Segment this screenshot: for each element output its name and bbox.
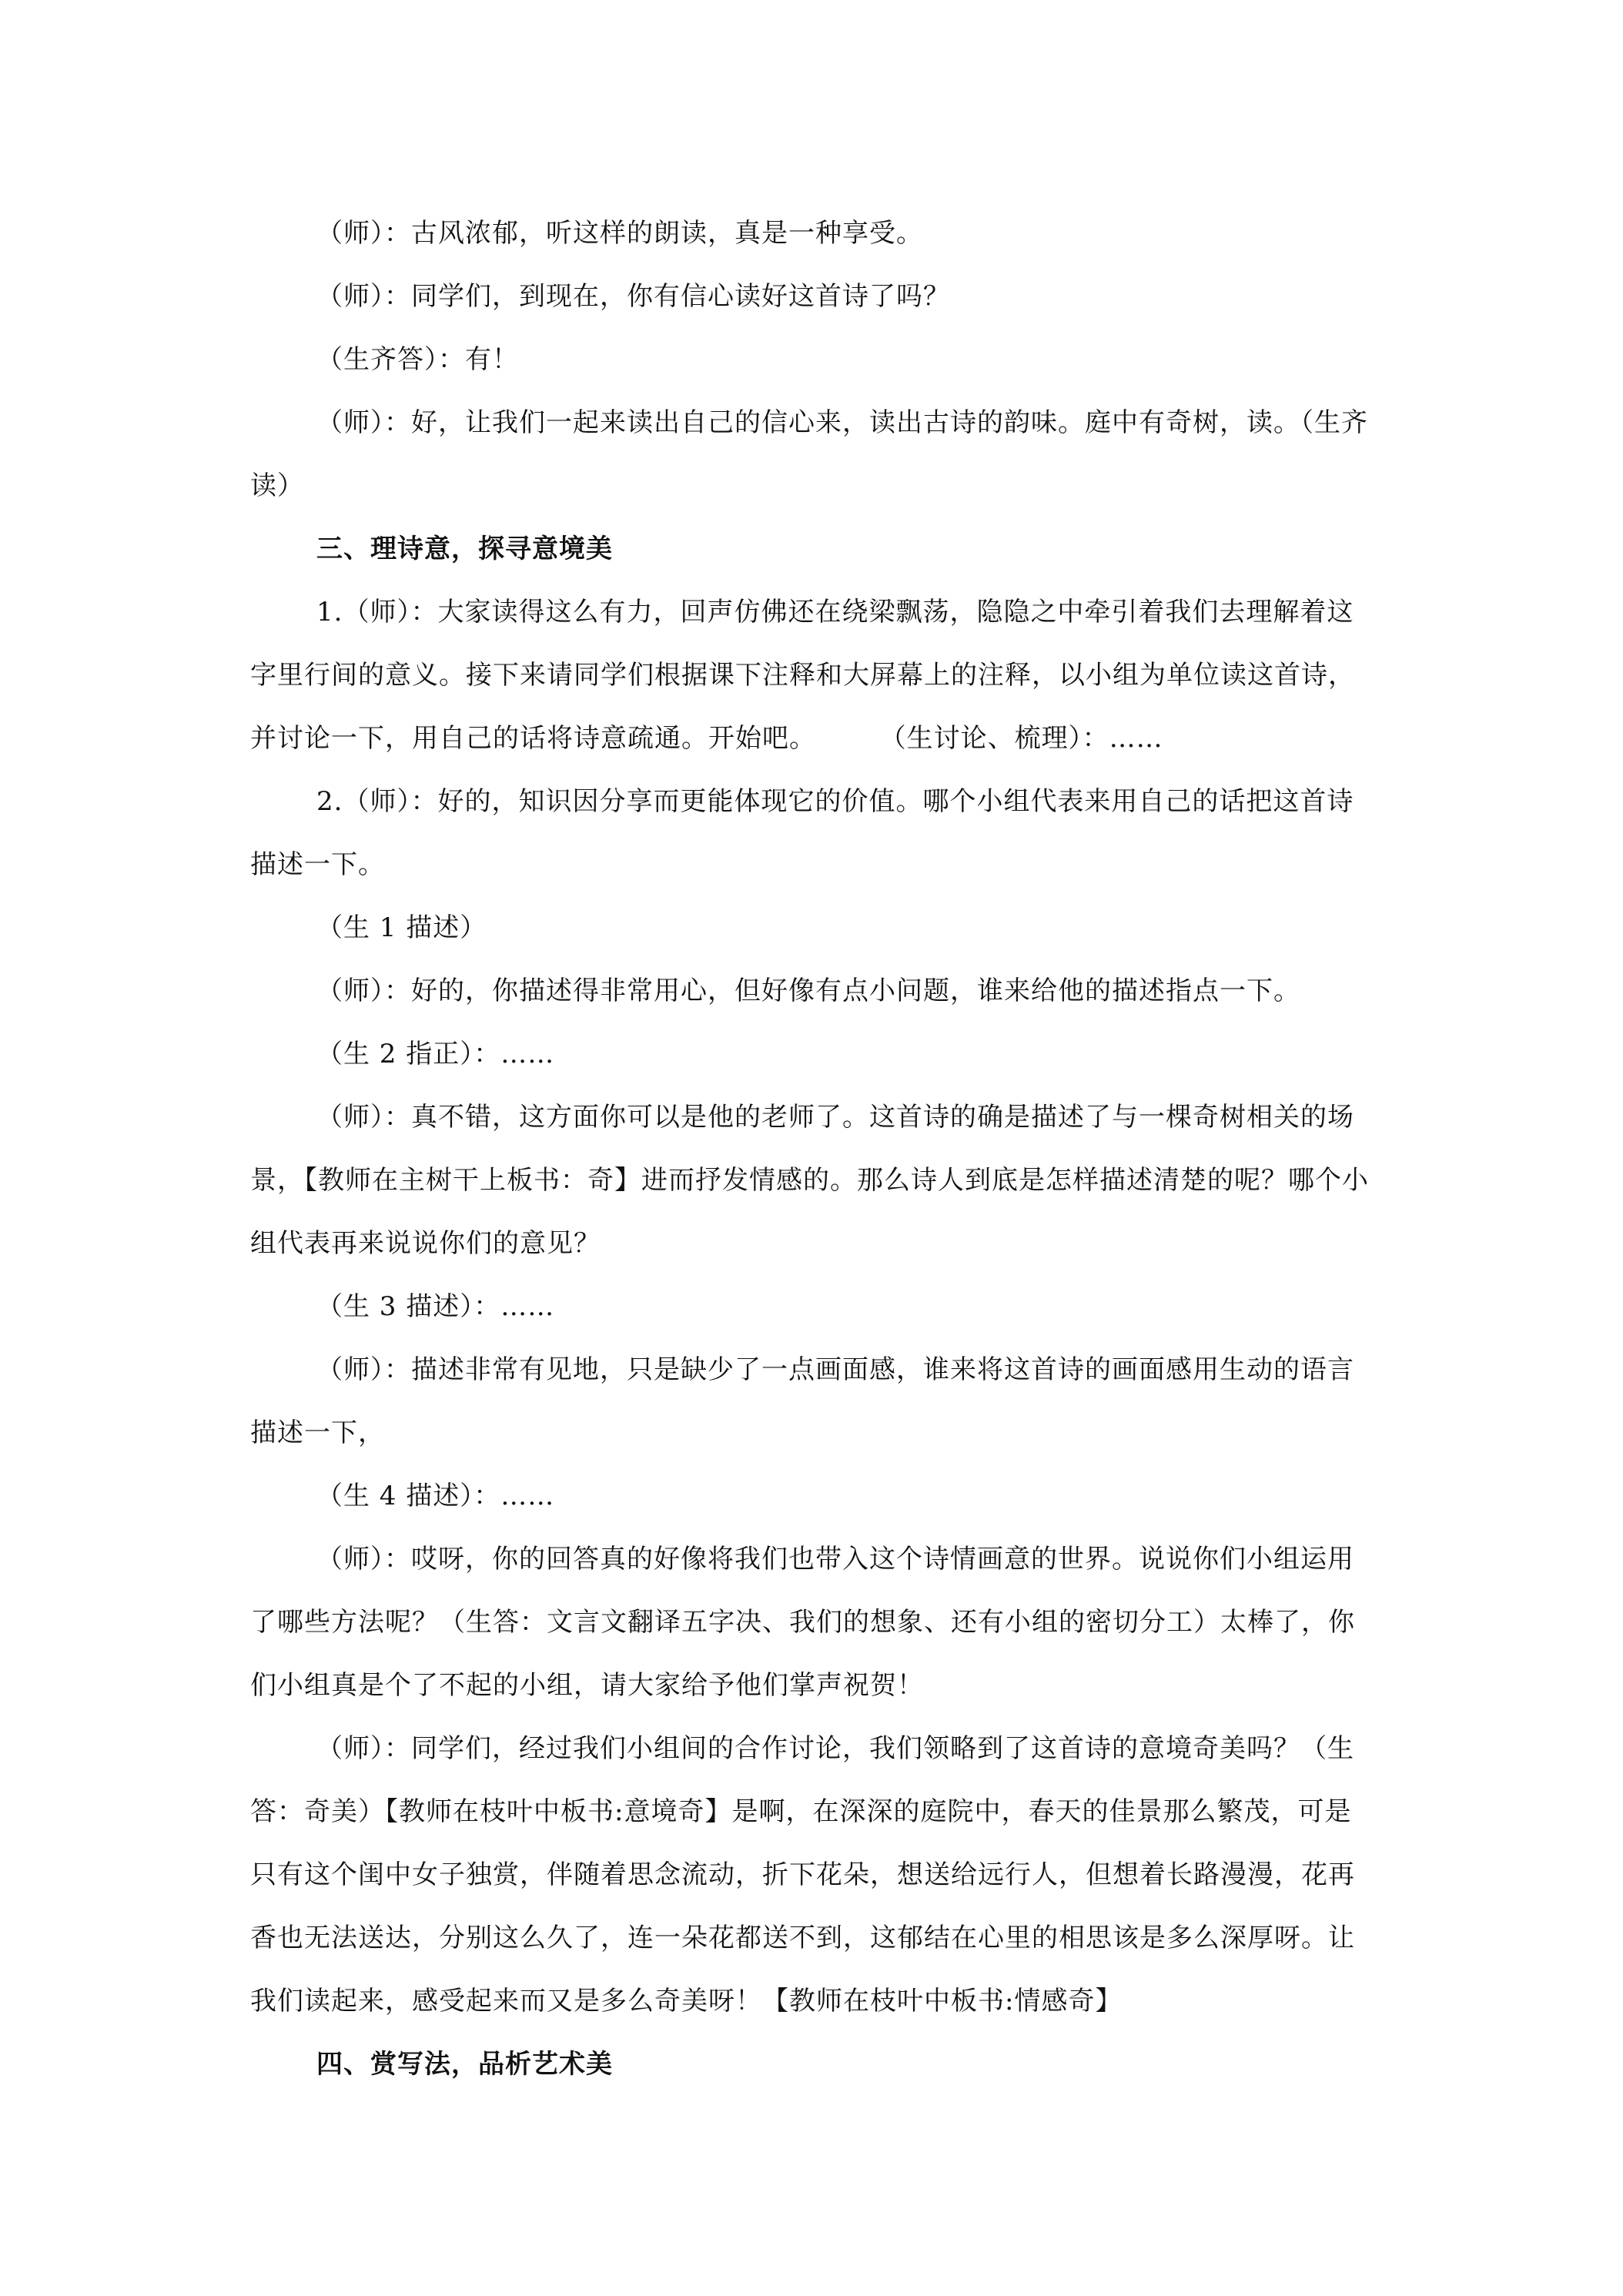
paragraph-students-answer: （生齐答）：有！ — [316, 344, 519, 375]
paragraph-student-2-correct: （生 2 指正）：…… — [316, 1039, 555, 1069]
paragraph-step-two: 2.（师）：好的，知识因分享而更能体现它的价值。哪个小组代表来用自己的话把这首诗描述一下。 — [250, 786, 1354, 880]
paragraph-teacher-feedback-1: （师）：好的，你描述得非常用心，但好像有点小问题，谁来给他的描述指点一下。 — [316, 976, 1300, 1006]
paragraph-teacher-summary: （师）：同学们，经过我们小组间的合作讨论，我们领略到了这首诗的意境奇美吗？（生答：奇美）【教师在枝叶中板书:意境奇】是啊，在深深的庭院中，春天的佳景那么繁茂，可是只有这个闺中女子独赏，伴随着思念流动，折下花朵，想送给远行人，但想着长路漫漫，花再香也无法送达，分别这么久了，连一朵花都送不到，这郁结在心里的相思该是多么深厚呀。让我们读起来，感受起来而又是多么奇美呀！【教师在枝叶中板书:情感奇】 — [250, 1733, 1355, 2017]
section-heading-three: 三、理诗意，探寻意境美 — [316, 534, 613, 564]
paragraph-student-3-describe: （生 3 描述）：…… — [316, 1291, 555, 1322]
document-body — [250, 202, 1374, 2096]
paragraph-student-4-describe: （生 4 描述）：…… — [316, 1481, 555, 1511]
section-heading-four: 四、赏写法，品析艺术美 — [316, 2049, 613, 2080]
paragraph-teacher-feedback-3: （师）：描述非常有见地，只是缺少了一点画面感，谁来将这首诗的画面感用生动的语言描述一下， — [250, 1354, 1354, 1448]
paragraph-teacher-read-together: （师）：好，让我们一起来读出自己的信心来，读出古诗的韵味。庭中有奇树，读。（生齐读） — [250, 407, 1368, 501]
paragraph-step-one: 1.（师）：大家读得这么有力，回声仿佛还在绕梁飘荡，隐隐之中牵引着我们去理解着这字里行间的意义。接下来请同学们根据课下注释和大屏幕上的注释，以小组为单位读这首诗，并讨论一下，用自己的话将诗意疏通。开始吧。 （生讨论、梳理）：…… — [250, 597, 1355, 754]
paragraph-teacher-feedback-2: （师）：真不错，这方面你可以是他的老师了。这首诗的确是描述了与一棵奇树相关的场景，【教师在主树干上板书：奇】进而抒发情感的。那么诗人到底是怎样描述清楚的呢？哪个小组代表再来说说你们的意见？ — [250, 1102, 1369, 1259]
paragraph-teacher-question: （师）：同学们，到现在，你有信心读好这首诗了吗？ — [316, 281, 950, 312]
paragraph-teacher-praise: （师）：古风浓郁，听这样的朗读，真是一种享受。 — [316, 218, 923, 249]
paragraph-teacher-feedback-4: （师）：哎呀，你的回答真的好像将我们也带入这个诗情画意的世界。说说你们小组运用了哪些方法呢？（生答：文言文翻译五字决、我们的想象、还有小组的密切分工）太棒了，你们小组真是个了不起的小组，请大家给予他们掌声祝贺！ — [250, 1544, 1355, 1701]
paragraph-student-1-describe: （生 1 描述） — [316, 912, 487, 943]
